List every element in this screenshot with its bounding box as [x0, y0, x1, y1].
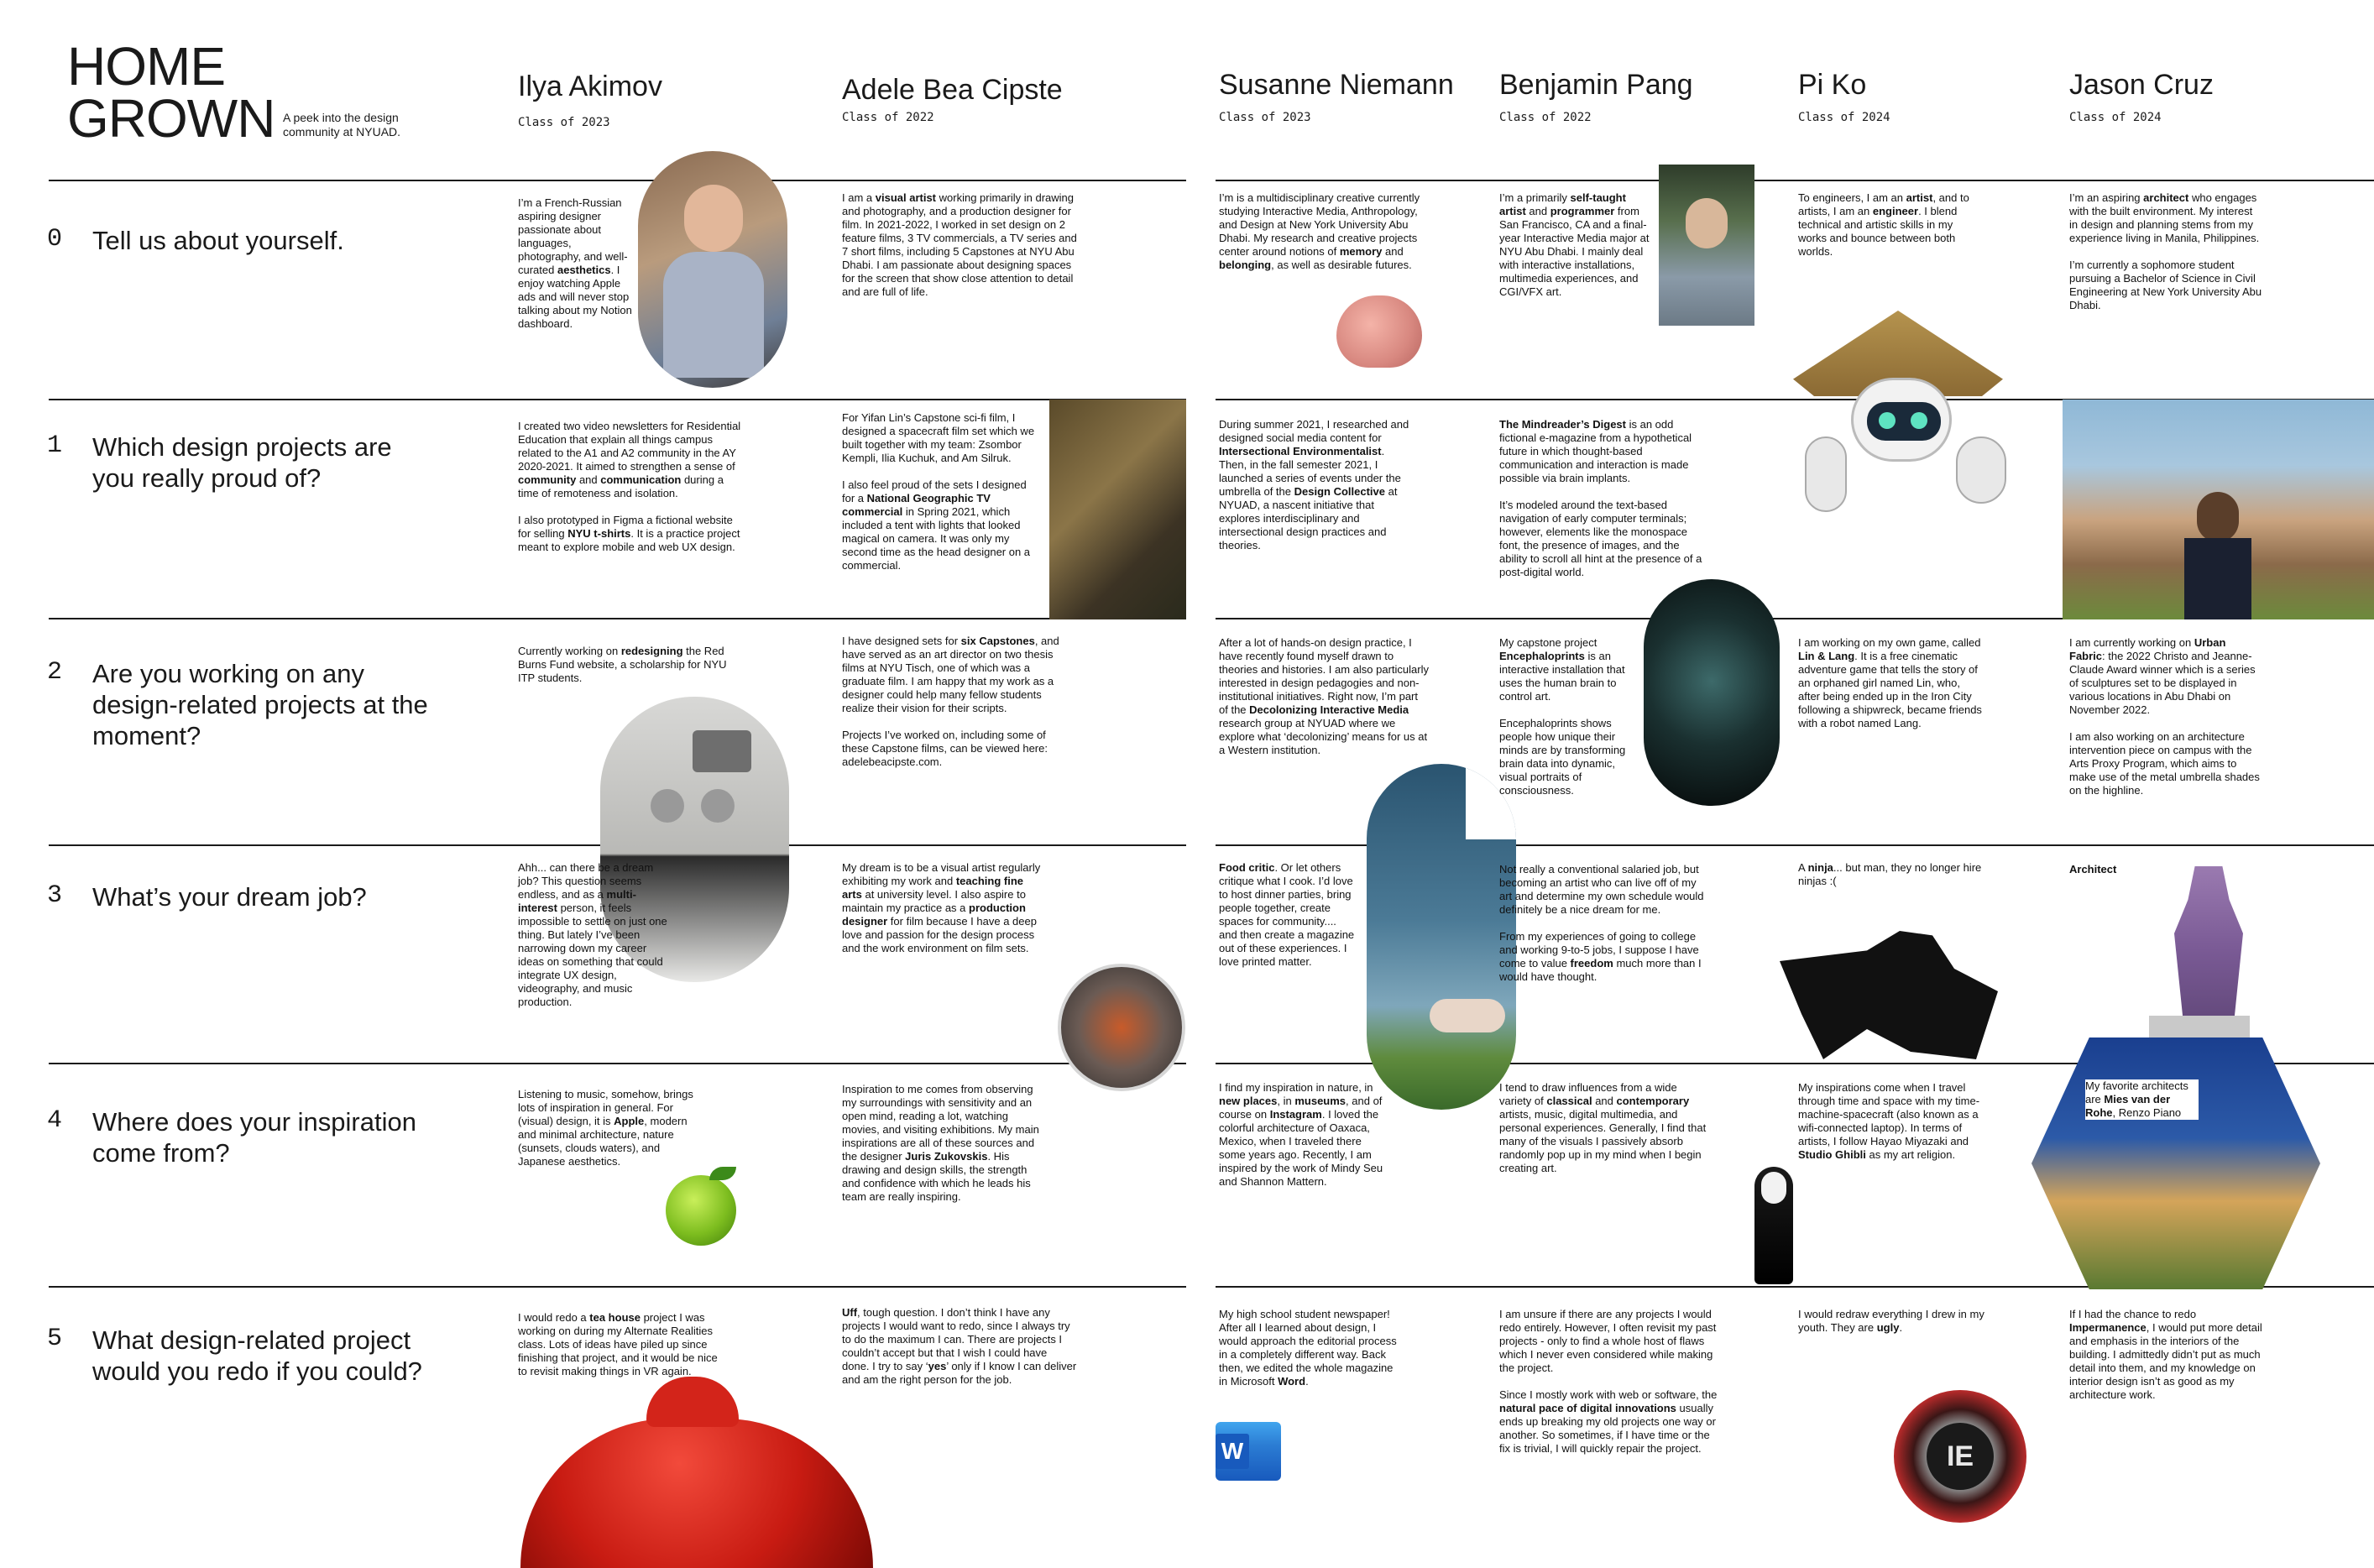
question-text-1: Which design projects are you really proud of? [92, 432, 392, 493]
answer-q4-pi: My inspirations come when I travel through time and space with my time-machine-spacecraft (also known as a wifi-connected laptop). In terms of artists, I follow Hayao Miyazaki and Studio Ghibli as my art religion. [1798, 1081, 1980, 1161]
answer-q5-jason: If I had the chance to redo Impermanence, I would put more detail and emphasis in the interiors of the building. I admittedly didn’t put as much detail into them, and my knowledge on interior design isn’t as good as my architecture work. [2069, 1308, 2262, 1401]
person-class-adele: Class of 2022 [842, 111, 934, 124]
person-class-pi: Class of 2024 [1798, 111, 1890, 124]
answer-q0-jason: I’m an aspiring architect who engages with the built environment. My interest in design and planning stems from my experience living in Manila, Philippines. I’m currently a sophomore student pursuing a Bachelor of Science in Civil Engineering at New York University Abu Dhabi. [2069, 191, 2262, 311]
person-name-ilya: Ilya Akimov [518, 71, 662, 102]
answer-q1-adele: For Yifan Lin’s Capstone sci-fi film, I designed a spacecraft film set which we built together with my team: Zsombor Kempli, Ilia Kuchuk, and Am Silruk. I also feel proud of the sets I designed for a National Geographic TV commercial in Spring 2021, which included a tent with lights that looked magical on camera. It was only my second time as the head designer on a commercial. [842, 411, 1035, 572]
answer-q4-ilya: Listening to music, somehow, brings lots of inspiration in general. For (visual) design, it is Apple, modern and minimal architecture, nature (sunsets, clouds waters), and Japanese aesthetics. [518, 1088, 693, 1168]
question-number-5: 5 [47, 1325, 63, 1353]
answer-q3-benjamin: Not really a conventional salaried job, but becoming an artist who can live off of my art and determine my own schedule would definitely be a nice dream for me. From my experiences of going to college and working 9-to-5 jobs, I suppose I have come to value freedom much more than I would have thought. [1499, 863, 1704, 983]
microsoft-word-icon [1216, 1422, 1281, 1481]
title-line-2: GROWN [67, 88, 275, 149]
film-set-photo [1049, 400, 1186, 619]
answer-q3-pi: A ninja... but man, they no longer hire ninjas :( [1798, 861, 1982, 887]
robot-left-arm-image [1805, 436, 1847, 512]
answer-q1-ilya: I created two video newsletters for Residential Education that explain all things campus related to the A1 and A2 community in the AY 2020-2021. It aimed to strengthen a sense of community and communication during a time of remoteness and isolation. I also prototyped in Figma a fictional website for selling NYU t-shirts. It is a practice project meant to explore mobile and web UX design. [518, 420, 741, 553]
question-text-2: Are you working on any design-related projects at the moment? [92, 659, 428, 750]
person-class-jason: Class of 2024 [2069, 111, 2162, 124]
question-text-4: Where does your inspiration come from? [92, 1107, 416, 1168]
robot-right-arm-image [1956, 436, 2006, 504]
answer-q4-jason: My favorite architects are Mies van der Rohe, Renzo Piano [2085, 1079, 2199, 1120]
person-name-susanne: Susanne Niemann [1219, 69, 1454, 101]
answer-q2-pi: I am working on my own game, called Lin & Lang. It is a free cinematic adventure game that tells the story of an orphaned girl named Lin, who, after being ended up in the Iron City following a shipwreck, became friends with a robot named Lang. [1798, 636, 1982, 729]
answer-q5-ilya: I would redo a tea house project I was working on during my Alternate Realities class. Lots of ideas have piled up since finishing that project, and it would be nice to revisit making things in VR again. [518, 1311, 718, 1377]
answer-q1-benjamin: The Mindreader’s Digest is an odd fictional e-magazine from a hypothetical future in which thought-based communication and interaction is made possible via brain implants. It’s modeled around the text-based navigation of early computer terminals; however, elements like the monospace font, the presence of images, and the ability to scroll all hint at the presence of a post-digital world. [1499, 418, 1702, 578]
answer-q0-susanne: I’m is a multidisciplinary creative currently studying Interactive Media, Anthropology, and Design at New York University Abu Dhabi. My research and creative projects center around notions of memory and belonging, as well as desirable futures. [1219, 191, 1420, 271]
pi-logo-badge [1894, 1390, 2026, 1523]
answer-q5-susanne: My high school student newspaper! After all I learned about design, I would approach the editorial process in a completely different way. Back then, we edited the whole magazine in Microsoft Word. [1219, 1308, 1397, 1388]
jason-campus-photo [2063, 400, 2374, 619]
answer-q3-susanne: Food critic. Or let others critique what I cook. I’d love to host dinner parties, bring people together, create spaces for community.... and then create a magazine out of these experiences. I love printed matter. [1219, 861, 1355, 968]
row-divider-1 [49, 399, 1186, 400]
adele-round-photo [1058, 964, 1185, 1091]
ilya-portrait-photo [638, 151, 787, 388]
row-divider-0 [49, 180, 1186, 181]
answer-q1-susanne: During summer 2021, I researched and designed social media content for Intersectional Environmentalist. Then, in the fall semester 2021, I launched a series of events under the umbrella of the Design Collective at NYUAD, a nascent initiative that explores interdisciplinary and intersectional design practices and theories. [1219, 418, 1409, 551]
person-name-jason: Jason Cruz [2069, 69, 2214, 101]
ninja-silhouette-image [1780, 908, 1998, 1059]
teapot-lid-image [646, 1377, 739, 1427]
question-number-2: 2 [47, 658, 63, 687]
answer-q2-jason: I am currently working on Urban Fabric: the 2022 Christo and Jeanne-Claude Award winner which is a series of sculptures set to be displayed in various locations in Abu Dhabi on November 2022. I am also working on an architecture intervention piece on campus with the Arts Proxy Program, which aims to make use of the metal umbrella shades on the highline. [2069, 636, 2260, 797]
question-number-3: 3 [47, 881, 63, 910]
question-text-5: What design-related project would you redo if you could? [92, 1325, 422, 1386]
answer-q4-benjamin: I tend to draw influences from a wide variety of classical and contemporary artists, music, digital multimedia, and personal experiences. Generally, I find that many of the visuals I passively absorb randomly pop up in my mind when I begin creating art. [1499, 1081, 1707, 1174]
word-letter: W [1216, 1434, 1249, 1469]
architect-model-image [2149, 1016, 2250, 1039]
answer-q5-pi: I would redraw everything I drew in my youth. They are ugly. [1798, 1308, 1984, 1334]
answer-q2-adele: I have designed sets for six Capstones, and have served as an art director on two thesis films at NYU Tisch, one of which was a graduate film. I am happy that my work as a designer could help many fellow students realize their vision for their scripts. Projects I’ve worked on, including some of these Capstone films, can be viewed here: adelebeacipste.com. [842, 635, 1059, 768]
question-number-1: 1 [47, 431, 63, 460]
person-class-benjamin: Class of 2022 [1499, 111, 1592, 124]
row-divider-0-right [1216, 180, 2374, 181]
person-name-benjamin: Benjamin Pang [1499, 69, 1693, 101]
answer-q0-benjamin: I’m a primarily self-taught artist and programmer from San Francisco, CA and a final-year Interactive Media major at NYU Abu Dhabi. I mainly deal with interactive installations, multimedia experiences, and CGI/VFX art. [1499, 191, 1650, 298]
answer-q2-ilya: Currently working on redesigning the Red Burns Fund website, a scholarship for NYU ITP students. [518, 645, 727, 684]
answer-q3-ilya: Ahh... can there be a dream job? This question seems endless, and as a multi-interest person, it feels impossible to settle on just one thing. But lately I’ve been narrowing down my career ideas on something that could integrate UX design, videography, and music production. [518, 861, 667, 1008]
answer-q0-adele: I am a visual artist working primarily in drawing and photography, and a production designer for film. In 2021-2022, I worked in set design on 2 feature films, 3 TV commercials, a TV series and 7 short films, including 5 Capstones at NYU Abu Dhabi. I am passionate about designing spaces for the screen that show close attention to detail and are full of life. [842, 191, 1077, 298]
answer-q4-susanne: I find my inspiration in nature, in new places, in museums, and of course on Instagram. I loved the colorful architecture of Oaxaca, Mexico, when I traveled there some years ago. Recently, I am inspired by the work of Mindy Seu and Shannon Mattern. [1219, 1081, 1383, 1188]
answer-q0-ilya: I’m a French-Russian aspiring designer passionate about languages, photography, and well-curated aesthetics. I enjoy watching Apple ads and will never stop talking about my Notion dashboard. [518, 196, 632, 330]
green-apple-image [666, 1175, 736, 1246]
benjamin-portrait-photo [1659, 165, 1754, 326]
title-line-1: HOME [67, 36, 225, 97]
encephaloprints-art-photo [1644, 579, 1780, 806]
modern-house-photo [2031, 1037, 2320, 1289]
row-divider-4 [49, 1063, 1186, 1064]
question-number-4: 4 [47, 1106, 63, 1135]
architect-character-image [2174, 866, 2243, 1034]
apple-leaf-image [709, 1167, 736, 1180]
answer-q5-adele: Uff, tough question. I don’t think I have any projects I would want to redo, since I always try to do the maximum I can. There are projects I couldn’t accept but that I wish I could have done. I try to say ‘yes’ only if I know I can deliver and am the right person for the job. [842, 1306, 1077, 1386]
answer-q3-jason: Architect [2069, 863, 2117, 875]
person-class-ilya: Class of 2023 [518, 116, 610, 129]
question-text-0: Tell us about yourself. [92, 226, 344, 255]
lake-photo [1367, 764, 1516, 1110]
person-name-adele: Adele Bea Cipste [842, 74, 1063, 106]
answer-q2-benjamin: My capstone project Encephaloprints is an interactive installation that uses the human brain to control art. Encephaloprints shows people how unique their minds are by transforming brain data into dynamic, visual portraits of consciousness. [1499, 636, 1626, 797]
page-subtitle: A peek into the design community at NYUAD. [283, 111, 401, 139]
answer-q4-adele: Inspiration to me comes from observing my surroundings with sensitivity and an open mind, reading a lot, watching movies, and visiting exhibitions. My main inspirations are all of these sources and the designer Juris Zukovskis. His drawing and design skills, the strength and confidence with which he leads his team are really inspiring. [842, 1083, 1039, 1203]
question-text-3: What’s your dream job? [92, 882, 367, 912]
person-class-susanne: Class of 2023 [1219, 111, 1311, 124]
red-teapot-image [520, 1419, 873, 1568]
answer-q0-pi: To engineers, I am an artist, and to artists, I am an engineer. I blend technical and artistic skills in my works and bounce between both worlds. [1798, 191, 1969, 258]
person-name-pi: Pi Ko [1798, 69, 1867, 101]
brain-image [1336, 295, 1422, 368]
robot-head-image [1851, 378, 1952, 462]
answer-q5-benjamin: I am unsure if there are any projects I would redo entirely. However, I often revisit my past projects - only to find a whole host of flaws which I never even considered while making the project. Since I mostly work with web or software, the natural pace of digital innovations usually ends up breaking my old projects one way or another. So sometimes, if I have time or the fix is trivial, I will quickly repair the project. [1499, 1308, 1718, 1455]
pi-logo-letters: IE [1927, 1423, 1994, 1490]
row-divider-2 [49, 618, 1186, 619]
answer-q2-susanne: After a lot of hands-on design practice, I have recently found myself drawn to theories and histories. I am also particularly interested in design pedagogies and non-institutional initiatives. Right now, I’m part of the Decolonizing Interactive Media research group at NYUAD where we explore what ‘decolonizing’ means for us at a Western institution. [1219, 636, 1430, 756]
page-title [67, 36, 275, 149]
question-number-0: 0 [47, 225, 63, 253]
answer-q3-adele: My dream is to be a visual artist regularly exhibiting my work and teaching fine arts at university level. I also aspire to maintain my practice as a production designer for film because I have a deep love and passion for the design process and the work environment on film sets. [842, 861, 1041, 954]
row-divider-5 [49, 1286, 1186, 1288]
no-face-spirit-image [1754, 1167, 1793, 1284]
